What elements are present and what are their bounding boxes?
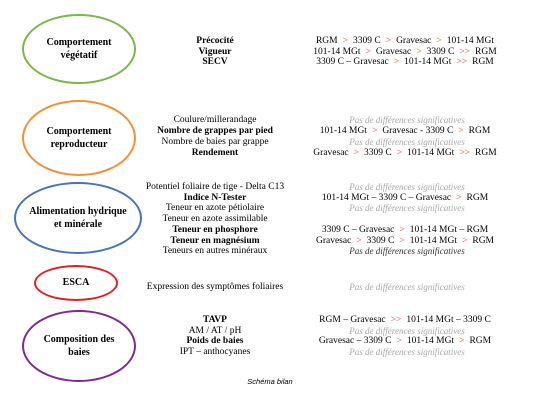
rootstock-name: Gravesac – 3309 C	[318, 336, 392, 346]
comparison-operator: >	[456, 193, 462, 203]
group-label: ESCA	[62, 277, 90, 289]
rootstock-name: RGM	[466, 193, 489, 203]
rootstock-name: RGM	[472, 57, 494, 67]
comparison-operator: >	[396, 336, 402, 346]
criterion-label: Teneur en azote pétiolaire	[165, 203, 265, 213]
rootstock-name: RGM	[469, 336, 492, 346]
comparison-operator: >	[396, 148, 403, 158]
comparison-operator: >>	[459, 148, 471, 158]
ranking-result	[313, 148, 496, 159]
comparison-operator: >	[399, 225, 405, 235]
criterion-label: Vigueur	[198, 47, 232, 57]
rootstock-name: 101-14 MGt	[404, 57, 452, 67]
comparison-operator: >	[365, 47, 371, 57]
no-difference-note: Pas de différences significatives	[349, 282, 465, 292]
group-label: Composition des baies	[43, 333, 115, 358]
criterion-label: SECV	[202, 57, 228, 67]
no-difference-note: Pas de différences significatives	[349, 203, 465, 213]
ranking-result	[322, 225, 488, 236]
comparison-operator: >>	[456, 57, 468, 67]
rootstock-name: 101-14 MGt – 3309 C	[406, 315, 491, 325]
rootstock-name: RGM	[315, 36, 338, 46]
criterion-label: TAVP	[203, 315, 227, 325]
rootstock-name: Gravesac	[315, 236, 352, 246]
rootstock-name: 101-14 MGt	[407, 148, 455, 158]
rootstock-name: 101-14 MGt	[313, 47, 361, 57]
group-ellipse-3	[14, 182, 142, 254]
criterion-label: Teneur en magnésium	[170, 236, 260, 246]
comparison-operator: >	[353, 148, 359, 158]
rootstock-name: 3309 C	[426, 47, 455, 57]
rootstock-name: RGM	[475, 148, 497, 158]
criterion-label: Potentiel foliaire de tige - Delta C13	[145, 182, 285, 192]
comparison-operator: >	[459, 336, 465, 346]
rootstock-name: 3309 C – Gravesac	[316, 57, 389, 67]
comparison-operator: >	[462, 236, 468, 246]
rootstock-name: 3309 C	[352, 36, 381, 46]
rootstock-name: RGM – Gravesac	[319, 315, 386, 325]
ranking-result	[320, 126, 491, 137]
no-difference-note: Pas de différences significatives	[349, 182, 465, 192]
criterion-label: Teneur en phosphore	[172, 225, 258, 235]
rootstock-name: 3309 C	[366, 236, 395, 246]
criterion-label: Teneur en azote assimilable	[162, 214, 268, 224]
no-difference-note: Pas de différences significatives	[349, 115, 465, 125]
criterion-label: Précocité	[196, 36, 234, 46]
criterion-label: IPT – anthocyanes	[179, 347, 251, 357]
rootstock-name: Gravesac	[396, 36, 432, 46]
rootstock-name: RGM	[472, 236, 495, 246]
comparison-operator: >	[399, 236, 405, 246]
no-difference-note: Pas de différences significatives	[349, 246, 465, 256]
rootstock-name: 101-14 MGt	[406, 336, 455, 346]
criterion-label: Poids de baies	[186, 336, 244, 346]
criterion-label: Nombre de baies par grappe	[161, 137, 269, 147]
no-difference-note: Pas de différences significatives	[349, 347, 465, 357]
group-label: Alimentation hydrique et minérale	[29, 205, 127, 230]
rootstock-name: Gravesac	[313, 148, 349, 158]
comparison-operator: >	[393, 57, 400, 67]
ranking-result	[313, 47, 496, 58]
rootstock-name: 101-14 MGt – RGM	[409, 225, 489, 235]
criterion-label: Expression des symptômes foliaires	[146, 282, 284, 292]
rootstock-name: 101-14 MGt	[409, 236, 457, 246]
comparison-operator: >>	[390, 315, 402, 325]
ranking-result	[319, 336, 491, 347]
figure-caption: Schéma bilan	[247, 377, 293, 386]
ranking-result	[322, 193, 488, 204]
criterion-label: Rendement	[191, 148, 239, 158]
criterion-label: Coulure/millerandage	[173, 115, 257, 125]
no-difference-note: Pas de différences significatives	[349, 326, 465, 336]
group-ellipse-5	[22, 310, 136, 382]
criterion-label: Nombre de grappes par pied	[157, 126, 273, 136]
ranking-result	[316, 36, 494, 47]
rootstock-name: 101-14 MGt	[446, 36, 495, 46]
comparison-operator: >	[356, 236, 362, 246]
ranking-result	[316, 57, 494, 68]
rootstock-name: RGM	[475, 47, 497, 57]
comparison-operator: >	[385, 36, 392, 46]
comparison-operator: >	[416, 47, 422, 57]
criterion-label: Teneurs en autres minéraux	[162, 246, 268, 256]
comparison-operator: >	[458, 126, 464, 136]
rootstock-name: Gravesac	[375, 47, 412, 57]
group-ellipse-4	[34, 265, 118, 301]
no-difference-note: Pas de différences significatives	[349, 137, 465, 147]
rootstock-name: 101-14 MGt – 3309 C – Gravesac	[321, 193, 452, 203]
rootstock-name: 3309 C – Gravesac	[321, 225, 395, 235]
comparison-operator: >	[371, 126, 378, 136]
comparison-operator: >	[342, 36, 348, 46]
rootstock-name: RGM	[468, 126, 491, 136]
group-ellipse-2	[22, 100, 136, 176]
comparison-operator: >	[436, 36, 442, 46]
ranking-result	[319, 315, 491, 326]
ranking-result	[316, 236, 494, 247]
criterion-label: Indice N-Tester	[183, 193, 247, 203]
group-label: Comportement végétatif	[46, 36, 112, 61]
group-ellipse-1	[22, 14, 136, 84]
rootstock-name: 101-14 MGt	[319, 126, 367, 136]
criterion-label: AM / AT / pH	[188, 326, 242, 336]
comparison-operator: >>	[459, 47, 471, 57]
rootstock-name: Gravesac - 3309 C	[382, 126, 454, 136]
rootstock-name: 3309 C	[364, 148, 392, 158]
group-label: Comportement reproducteur	[46, 125, 112, 150]
